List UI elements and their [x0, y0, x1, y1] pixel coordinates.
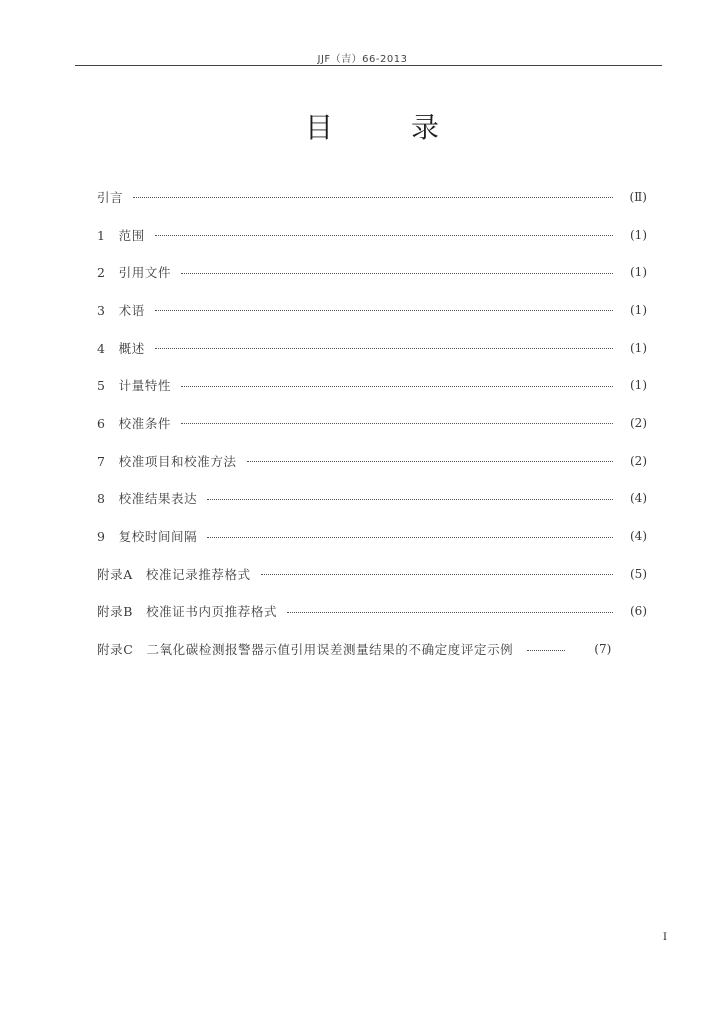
- toc-entry-page: (7): [594, 642, 612, 657]
- dot-leader: [261, 574, 613, 575]
- toc-entry-label: 8 校准结果表达: [97, 491, 198, 507]
- toc-entry-label: 3 术语: [97, 302, 145, 318]
- toc-entry-metrological-characteristics[interactable]: [97, 366, 647, 404]
- header-rule: [75, 65, 662, 66]
- dot-leader: [181, 273, 613, 274]
- toc-entry-label: 4 概述: [97, 340, 145, 356]
- toc-entry-overview[interactable]: [97, 329, 647, 367]
- table-of-contents: [97, 178, 647, 668]
- toc-entry-calibration-conditions[interactable]: [97, 404, 647, 442]
- dot-leader: [247, 461, 613, 462]
- toc-entry-label: 引言: [97, 189, 124, 205]
- toc-entry-references[interactable]: [97, 253, 647, 291]
- toc-entry-foreword[interactable]: [97, 178, 647, 216]
- dot-leader: [155, 235, 613, 236]
- toc-entry-terms[interactable]: [97, 291, 647, 329]
- dot-leader: [133, 197, 613, 198]
- toc-entry-label: 9 复校时间间隔: [97, 529, 198, 545]
- dot-leader: [181, 386, 613, 387]
- toc-entry-page: (5): [630, 566, 647, 581]
- toc-entry-label: 附录B 校准证书内页推荐格式: [97, 604, 278, 620]
- toc-entry-recalibration-interval[interactable]: [97, 517, 647, 555]
- dot-leader: [155, 310, 613, 311]
- toc-entry-label: 附录A 校准记录推荐格式: [97, 566, 251, 582]
- toc-title: [305, 106, 445, 144]
- toc-entry-calibration-items-methods[interactable]: [97, 442, 647, 480]
- toc-entry-scope[interactable]: [97, 216, 647, 254]
- dot-leader: [287, 612, 613, 613]
- dot-leader: [155, 348, 613, 349]
- toc-entry-label: 2 引用文件: [97, 265, 172, 281]
- dot-leader: [207, 537, 613, 538]
- toc-entry-page: (1): [630, 340, 647, 355]
- toc-entry-label: 附录C 二氧化碳检测报警器示值引用误差测量结果的不确定度评定示例: [97, 642, 514, 658]
- toc-entry-page: (2): [630, 453, 647, 468]
- dot-leader: [207, 499, 613, 500]
- toc-entry-label: 6 校准条件: [97, 415, 172, 431]
- page-number: Ⅰ: [663, 932, 667, 943]
- toc-entry-label: 7 校准项目和校准方法: [97, 453, 237, 469]
- toc-title-char-1: 目: [305, 111, 334, 144]
- toc-entry-appendix-b[interactable]: [97, 593, 647, 631]
- toc-entry-page: (1): [630, 378, 647, 393]
- toc-entry-page: (6): [630, 604, 647, 619]
- toc-entry-page: (1): [630, 227, 647, 242]
- toc-entry-appendix-a[interactable]: [97, 555, 647, 593]
- dot-leader: [181, 423, 613, 424]
- running-header: JJF（吉）66-2013: [317, 54, 408, 65]
- dot-leader: [527, 650, 565, 651]
- toc-entry-page: (4): [630, 529, 647, 544]
- toc-entry-appendix-c[interactable]: [97, 630, 647, 668]
- toc-entry-page: (1): [630, 302, 647, 317]
- toc-entry-results-expression[interactable]: [97, 480, 647, 518]
- toc-entry-page: (2): [630, 415, 647, 430]
- toc-entry-page: (4): [630, 491, 647, 506]
- toc-title-char-2: 录: [410, 111, 439, 144]
- toc-entry-label: 1 范围: [97, 227, 145, 243]
- toc-entry-page: (1): [630, 265, 647, 280]
- toc-entry-label: 5 计量特性: [97, 378, 172, 394]
- toc-entry-page: (Ⅱ): [629, 189, 647, 204]
